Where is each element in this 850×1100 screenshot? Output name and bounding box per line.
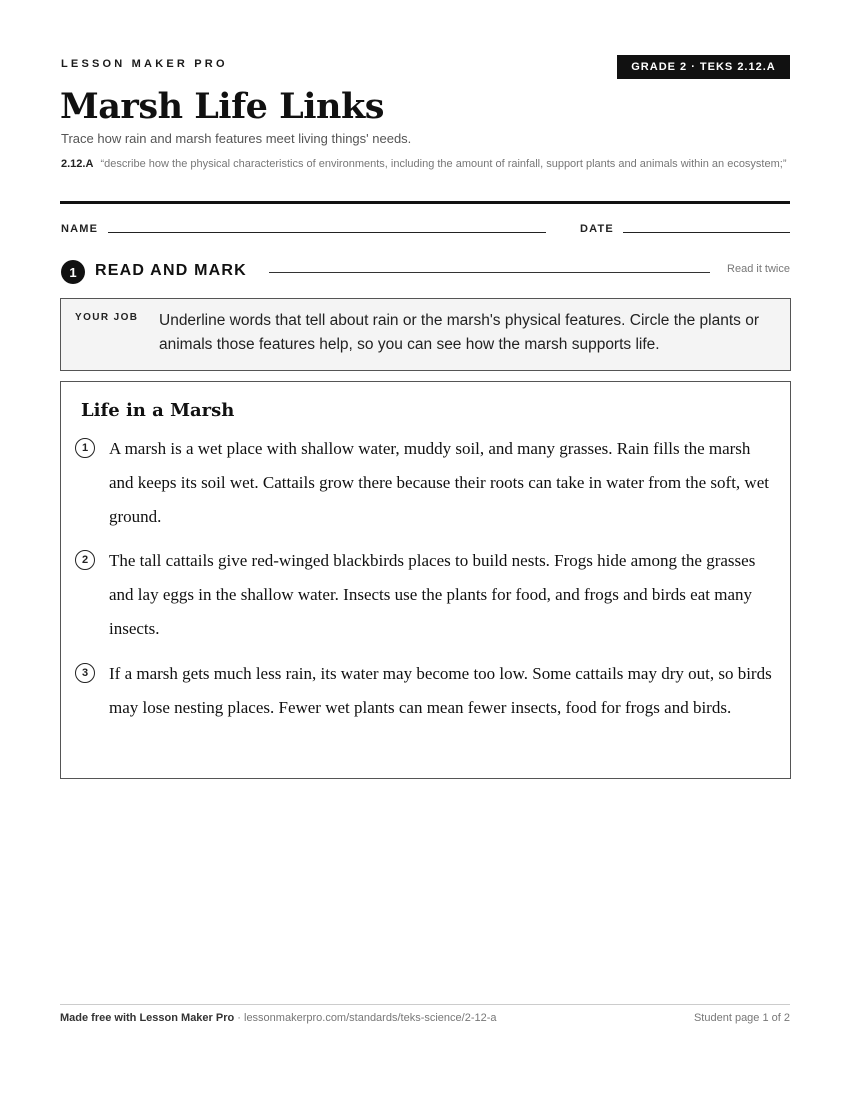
name-label: NAME — [61, 223, 99, 235]
date-label: DATE — [580, 223, 614, 235]
footer-page-number: Student page 1 of 2 — [693, 1012, 790, 1024]
footer-url[interactable]: lessonmakerpro.com/standards/teks-science/2-12-a — [244, 1012, 497, 1024]
reading-passage — [60, 381, 791, 779]
paragraph-number: 3 — [75, 663, 95, 683]
passage-title: Life in a Marsh — [81, 400, 235, 421]
your-job-box — [60, 298, 791, 371]
paragraph-number: 1 — [75, 438, 95, 458]
your-job-label: YOUR JOB — [75, 312, 139, 323]
section-title: READ AND MARK — [95, 262, 247, 279]
footer-separator: · — [234, 1012, 244, 1024]
date-write-line[interactable] — [623, 232, 790, 233]
section-number-badge: 1 — [61, 260, 85, 284]
paragraph-number: 2 — [75, 550, 95, 570]
footer-divider — [60, 1004, 790, 1005]
header-divider — [60, 201, 790, 204]
standard-text: “describe how the physical characteristics of environments, including the amount of rainfall, support plants and animals within an ecosystem;” — [100, 158, 787, 170]
section-divider — [269, 272, 710, 273]
standard-statement — [61, 156, 796, 173]
paragraph-text[interactable]: A marsh is a wet place with shallow water, muddy soil, and many grasses. Rain fills the marsh and keeps its soil wet. Cattails grow there because their roots can take in water from the soft, wet ground. — [109, 439, 769, 526]
page-subtitle: Trace how rain and marsh features meet living things' needs. — [61, 131, 412, 146]
page-title: Marsh Life Links — [60, 86, 384, 127]
paragraph-text[interactable]: The tall cattails give red-winged blackbirds places to build nests. Frogs hide among the grasses and lay eggs in the shallow water. Insects use the plants for food, and frogs and birds eat many insects. — [109, 551, 756, 638]
name-write-line[interactable] — [108, 232, 546, 233]
your-job-text: Underline words that tell about rain or the marsh's physical features. Circle the plants or animals those features help, so you can see how the marsh supports life. — [159, 312, 759, 353]
brand-name: LESSON MAKER PRO — [61, 58, 228, 70]
section-note: Read it twice — [727, 263, 790, 275]
paragraph-text[interactable]: If a marsh gets much less rain, its water may become too low. Some cattails may dry out, so birds may lose nesting places. Fewer wet plants can mean fewer insects, food for frogs and birds. — [109, 664, 772, 717]
footer-credit — [60, 1012, 497, 1024]
grade-badge: GRADE 2 · TEKS 2.12.A — [617, 55, 790, 79]
footer-made-with: Made free with Lesson Maker Pro — [60, 1012, 235, 1024]
standard-code: 2.12.A — [61, 158, 94, 170]
